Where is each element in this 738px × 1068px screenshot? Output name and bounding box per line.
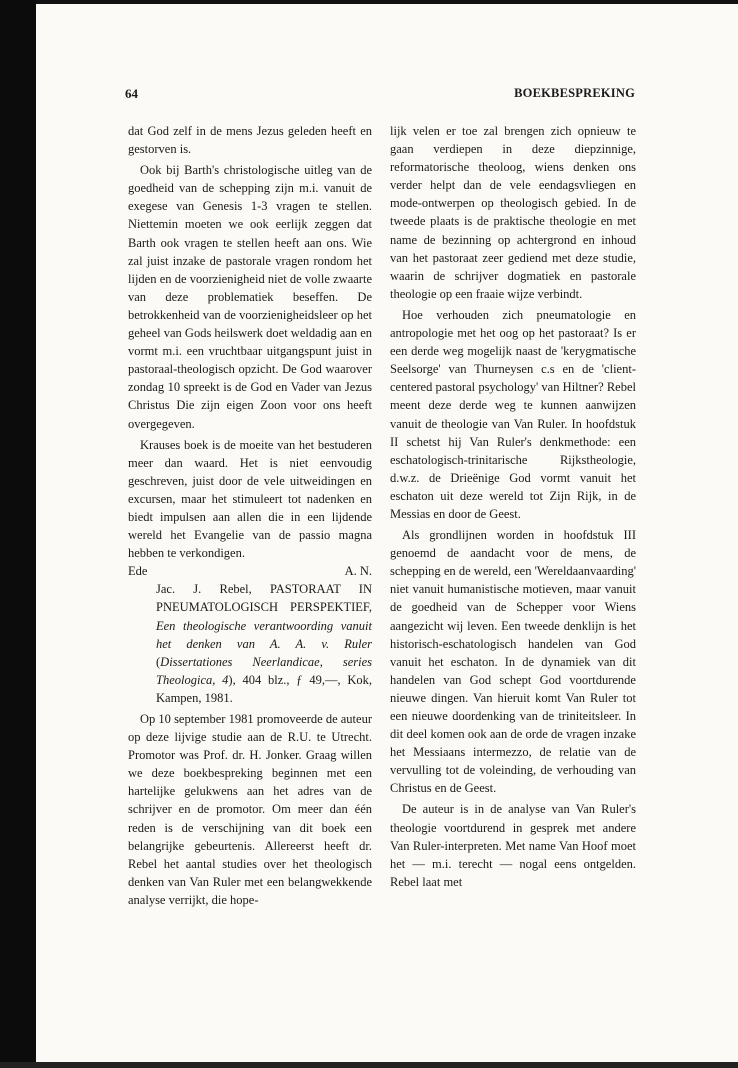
book-subtitle: Een theologische verantwoording vanuit het denken van A. A. v. Ruler bbox=[156, 618, 372, 651]
series-open: ( bbox=[156, 654, 161, 669]
scan-border-left bbox=[0, 0, 36, 1068]
paragraph: Ook bij Barth's christologische uitleg van de goedheid van de schepping zijn m.i. vanuit de exegese van Genesis 1-3 vragen te stellen. Niettemin moeten we ook eerlijk zeggen dat Barth ook vragen te stellen heeft aan ons. Wie zal juist inzake de pastorale vragen rondom het lijden en de voorzienigheid niet de volle zwaarte van deze problematiek beseffen. De betrokkenheid van de voorzienigheidsleer op het geheel van Gods heilswerk doet weldadig aan en vormt m.i. een vruchtbaar uitgangspunt juist in pastoraal-theologisch opzicht. De God waarover zondag 10 spreekt is de God en Vader van Jezus Christus Die zijn eigen Zoon voor ons heeft overgegeven. bbox=[128, 163, 373, 431]
signature-initials: A. N. bbox=[344, 564, 372, 579]
running-head: BOEKBESPREKING bbox=[514, 86, 635, 100]
paragraph: Op 10 september 1981 promoveerde de auteur op deze lijvige studie aan de R.U. te Utrecht. Promotor was Prof. dr. H. Jonker. Graag willen we deze boekbespreking beginnen met een hartelijke gelukwens aan het adres van de schrijver en de promotor. Om meer dan één reden is de verschijning van dit boek een belangrijke gebeurtenis. Allereerst heeft dr. Rebel het aantal studies over het theologisch denken van Van Ruler met een belangwekkende analyse verrijkt, die hope- bbox=[128, 712, 372, 907]
book-title: PASTORAAT IN PNEUMATOLOGISCH PERSPEKTIEF, bbox=[156, 582, 372, 615]
paragraph: Als grondlijnen worden in hoofdstuk III genoemd de aandacht voor de mens, de schepping en de wereld, een 'Wereldaanvaarding' niet vanuit humanistische motieven, maar vanuit de goedheid van de Schepper voor Wiens aangezicht wij leven. Een tweede denklijn is het historisch-eschatologisch handelen van God vanuit het eschaton. In de dynamiek van dit handelen van God schept God voortdurende nieuwe dingen. Van hieruit komt Van Ruler tot een nieuwe doordenking van de triniteitsleer. In dit deel komen ook aan de orde de vragen inzake het Messiaans intermezzo, de relatie van de vervulling tot de voleinding, de verhouding van Christus en de Geest. bbox=[390, 528, 636, 796]
scan-border-bottom bbox=[0, 1062, 738, 1068]
paragraph: dat God zelf in de mens Jezus geleden heeft en gestorven is. bbox=[128, 124, 372, 157]
paragraph: De auteur is in de analyse van Van Ruler's theologie voortdurend in gesprek met andere Van Ruler-interpreten. Met name Van Hoof moet het — m.i. terecht — nogal eens ontgelden. Rebel laat met bbox=[390, 802, 636, 889]
book-series: Dissertationes Neerlandicae, series Theologica, 4 bbox=[156, 654, 372, 687]
book-reference bbox=[128, 580, 372, 707]
paragraph: Hoe verhouden zich pneumatologie en antropologie met het oog op het pastoraat? Is er een derde weg mogelijk naast de 'kerygmatische Seelsorge' van Thurneysen c.s en de 'client-centered pastoral psychology' van Hiltner? Rebel meent deze derde weg te kunnen aanwijzen vanuit de theologie van Van Ruler. In hoofdstuk II schetst hij Van Ruler's denkmethode: een eschatologisch-trinitarische Rijkstheologie, d.w.z. de Drieënige God vormt vanuit het eschaton uit deze wereld tot Zijn Rijk, in de Messias en door de Geest. bbox=[390, 307, 636, 521]
right-column bbox=[390, 122, 636, 891]
left-column bbox=[128, 122, 372, 909]
paragraph: lijk velen er toe zal brengen zich opnieuw te gaan verdiepen in deze diepzinnige, reformatorische theoloog, wiens denken ons verder helpt dan de vele eendagsvliegen en mode-ontwerpen op theologisch gebied. In de tweede plaats is de praktische theologie en met name de bezinning op achtergrond en inhoud van het pastoraat zeer gediend met deze studie, waarin de schrijver dogmatiek en pastorale theologie op een fraaie wijze verbindt. bbox=[390, 124, 636, 301]
signature-place: Ede bbox=[128, 564, 148, 579]
book-author: Jac. J. Rebel, bbox=[156, 582, 270, 597]
page-number: 64 bbox=[125, 86, 138, 101]
paragraph: Krauses boek is de moeite van het bestuderen meer dan waard. Het is niet eenvoudig geschreven, juist door de vele uitweidingen en excursen, maar het stimuleert tot nadenken en biedt impulsen aan allen die in een lijdende wereld het Evangelie van de passio magna hebben te verkondigen. bbox=[128, 437, 372, 561]
reviewer-signature bbox=[128, 562, 372, 580]
book-details: ), 404 blz., ƒ 49,—, Kok, Kampen, 1981. bbox=[156, 672, 372, 705]
